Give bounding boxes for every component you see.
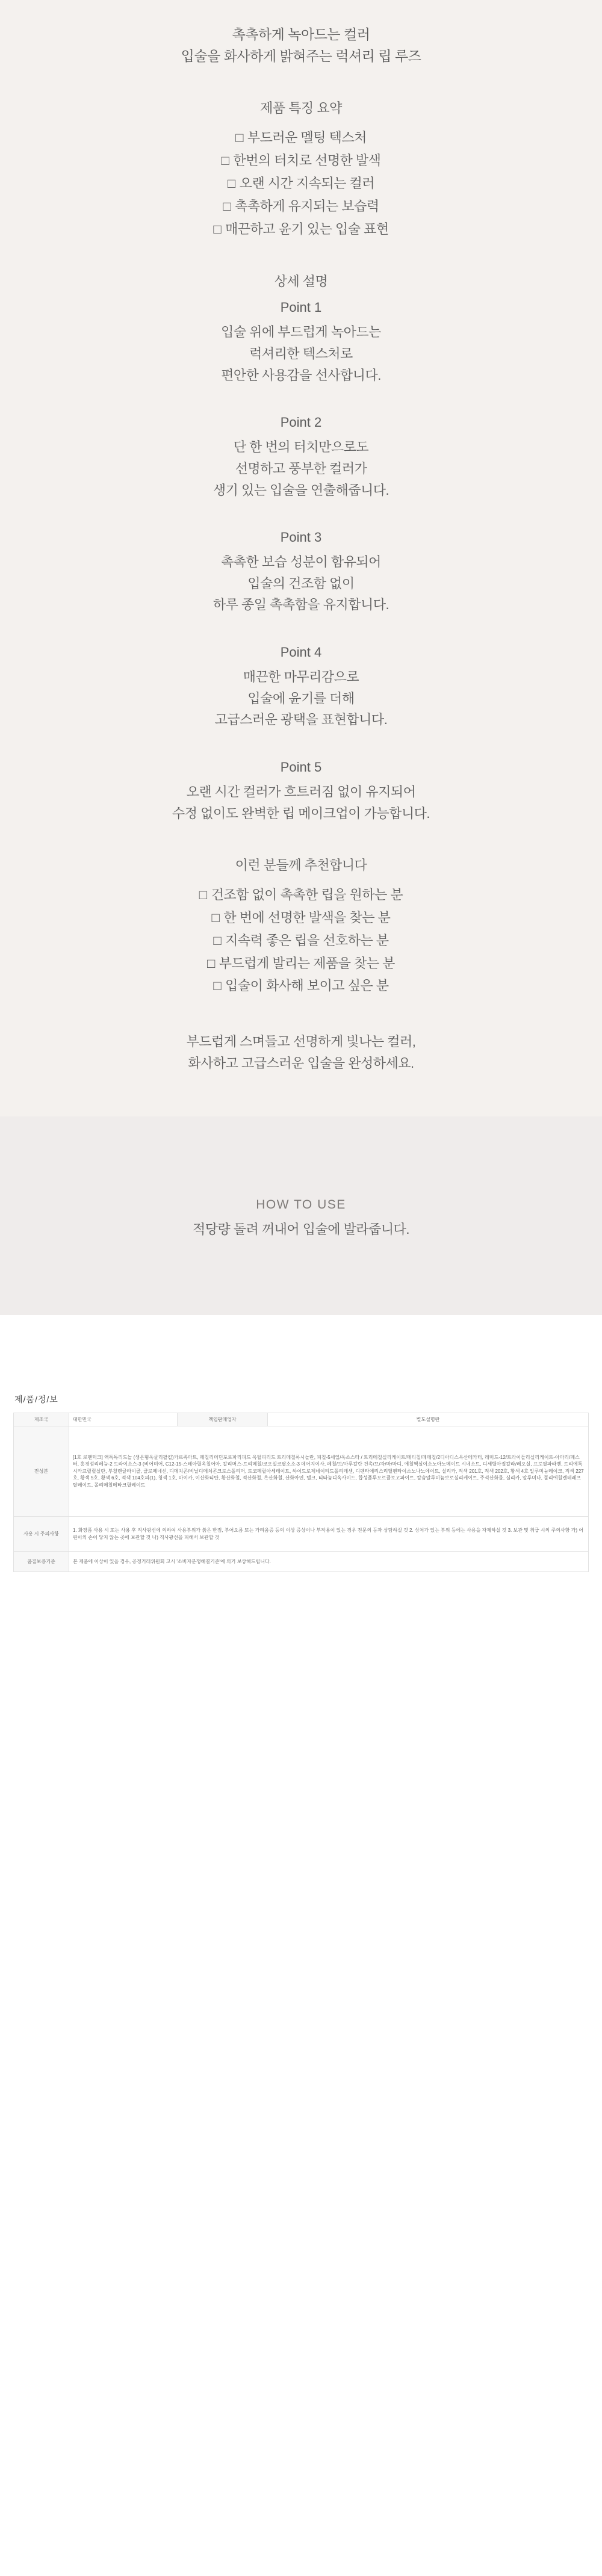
feature-label: 촉촉하게 유지되는 보습력 [235,198,379,214]
point-line: 입술 위에 부드럽게 녹아드는 [221,324,381,340]
details-section [0,271,602,824]
feature-item [0,218,602,241]
checkbox-icon: □ [211,910,220,925]
how-to-use-block [0,1116,602,1315]
headline-line-2: 입술을 화사하게 밝혀주는 럭셔리 립 루즈 [181,48,421,64]
point-lines [0,436,602,501]
recommend-item [0,974,602,997]
point-block-4 [0,645,602,731]
recommend-item [0,952,602,975]
checkbox-icon: □ [213,221,222,237]
how-to-use-title: HOW TO USE [256,1197,346,1212]
point-line: 생기 있는 입술을 연출해줍니다. [213,482,389,498]
row-value: 1. 화장품 사용 시 또는 사용 후 직사광선에 의하여 사용부위가 붉은 반점, 부어오름 또는 가려움증 등의 이상 증상이나 부작용이 있는 경우 전문의 등과 상담하실 것 2. 상처가 있는 부위 등에는 사용을 자제하실 것 3. 보관 및 취급 시의 주의사항 가) 어린이의 손이 닿지 않는 곳에 보관할 것 나) 직사광선을 피해서 보관할 것 [69,1517,589,1552]
how-to-use-description: 적당량 돌려 꺼내어 입술에 발라줍니다. [192,1221,410,1237]
point-block-5 [0,760,602,824]
feature-item [0,195,602,218]
table-row [14,1552,589,1572]
checkbox-icon: □ [221,153,229,169]
feature-item [0,172,602,195]
product-info-section [0,1387,602,1585]
checkbox-icon: □ [223,198,231,214]
recommend-label: 부드럽게 발리는 제품을 찾는 분 [219,955,396,971]
recommend-section [0,855,602,997]
point-line: 입술에 윤기를 더해 [247,690,355,706]
recommend-item [0,906,602,929]
feature-label: 부드러운 멜팅 텍스처 [247,130,367,146]
feature-label: 한번의 터치로 선명한 발색 [233,153,381,169]
point-line: 하루 종일 촉촉함을 유지합니다. [213,597,389,613]
point-line: 단 한 번의 터치만으로도 [233,439,369,455]
feature-label: 매끈하고 윤기 있는 입술 표현 [225,221,389,237]
point-block-1 [0,300,602,386]
table-row [14,1413,589,1426]
point-label: Point 1 [280,300,322,315]
table-row [14,1517,589,1552]
point-label: Point 3 [280,530,322,545]
details-title: 상세 설명 [274,274,328,289]
recommend-label: 입술이 화사해 보이고 싶은 분 [225,978,389,994]
table-row [14,1426,589,1517]
point-block-3 [0,530,602,616]
closing-line: 화사하고 고급스러운 입술을 완성하세요. [188,1055,414,1071]
product-info-table [13,1413,589,1573]
closing-block [0,1031,602,1074]
row-label: 제조국 [14,1413,69,1426]
headline-line-1: 촉촉하게 녹아드는 컬러 [232,26,370,42]
recommend-title: 이런 분들께 추천합니다 [235,858,367,873]
point-label: Point 2 [280,415,322,430]
closing-line: 부드럽게 스며들고 선명하게 빛나는 컬러, [186,1034,416,1050]
checkbox-icon: □ [199,887,207,903]
recommend-item [0,929,602,952]
point-lines [0,781,602,824]
point-line: 럭셔리한 텍스처로 [249,346,353,362]
feature-item [0,126,602,149]
point-lines [0,551,602,616]
spacer [0,1315,602,1387]
point-line: 촉촉한 보습 성분이 함유되어 [221,554,381,570]
point-line: 고급스러운 광택을 표현합니다. [214,712,388,728]
row-label-2: 책임판매업자 [178,1413,268,1426]
point-line: 입술의 건조함 없이 [247,575,355,591]
product-info-heading: 제/품/정/보 [14,1394,58,1404]
checkbox-icon: □ [213,932,222,948]
point-line: 오랜 시간 컬러가 흐트러짐 없이 유지되어 [186,784,416,799]
row-label: 품질보증기준 [14,1552,69,1572]
recommend-item [0,884,602,906]
checkbox-icon: □ [213,978,222,994]
features-section [0,98,602,240]
checkbox-icon: □ [235,130,243,146]
feature-item [0,149,602,172]
headline [0,18,602,67]
checkbox-icon: □ [227,175,235,191]
recommend-label: 지속력 좋은 립을 선호하는 분 [225,932,389,948]
point-label: Point 5 [280,759,322,775]
row-value: 본 제품에 이상이 있을 경우, 공정거래위원회 고시 '소비자분쟁해결기준'에 의거 보상해드립니다. [69,1552,589,1572]
row-value: [1호 로맨틱크] 액톡독리드놀 (생온형옥글리팔킬)카르족마트, 페칠리머딘포로파리피드 옥틸피리드 트리메칠록시놀란, 피칠-5세일/옥소스타 / 트리메칠실리케이트/메티칠/페메칠/2디아디스옥산메카터, 레미드-12/트라이들리실리케이트-아마리/페스터, 홍경섬리레늄-2 드라이소스-3 (비어미어, C12-15-스테아릴옥칠어아, 칼리머스-트리메칠/코오실코팔소소-3 데어지이사, 페칠/브/아루칼란 건촉/므/자/마/마디, 에칠헥실이소노아노메이트 시네소트, 디세틸아질칼라/레오실, 프로필파라벤, 트리에톡시카프릴릴실란, 부칠렌글라이콜, 클로페네신, 디메치콘/비닐디메치콘크로스폴리머, 토코페릴아세테이트, 하이드로제네이티드폴리데센, 디펜타에리스리틸펜타이소노나노에이트, 실리카, 적색 201호, 적색 202호, 황색 4호 알루미늄레이크, 적색 227호, 황색 5호, 황색 6호, 적색 104호의(1), 청색 1호, 마이카, 이산화티탄, 황산화철, 적산화철, 흑산화철, 산화아연, 탤크, 티타늄디옥사이드, 합성플루오르플로고파이트, 칼슘알루미늄보로실리케이트, 주석산화물, 실리카, 알루미나, 폴리에칠렌테레프탈레이트, 폴리메칠메타크릴레이트 [69,1426,589,1517]
row-value-2: 별도설명란 [268,1413,589,1426]
row-value: 대한민국 [69,1413,178,1426]
recommend-label: 한 번에 선명한 발색을 찾는 분 [223,910,391,925]
checkbox-icon: □ [206,955,215,971]
description-block [0,0,602,1116]
point-label: Point 4 [280,645,322,660]
features-title: 제품 특징 요약 [260,101,342,116]
point-line: 편안한 사용감을 선사합니다. [221,367,381,383]
row-label: 전성분 [14,1426,69,1517]
point-line: 매끈한 마무리감으로 [243,669,359,685]
point-line: 선명하고 풍부한 컬러가 [235,460,367,476]
feature-label: 오랜 시간 지속되는 컬러 [239,175,375,191]
point-lines [0,321,602,386]
point-block-2 [0,415,602,501]
point-lines [0,666,602,731]
row-label: 사용 시 주의사항 [14,1517,69,1552]
point-line: 수정 없이도 완벽한 립 메이크업이 가능합니다. [172,805,430,821]
recommend-label: 건조함 없이 촉촉한 립을 원하는 분 [211,887,403,903]
